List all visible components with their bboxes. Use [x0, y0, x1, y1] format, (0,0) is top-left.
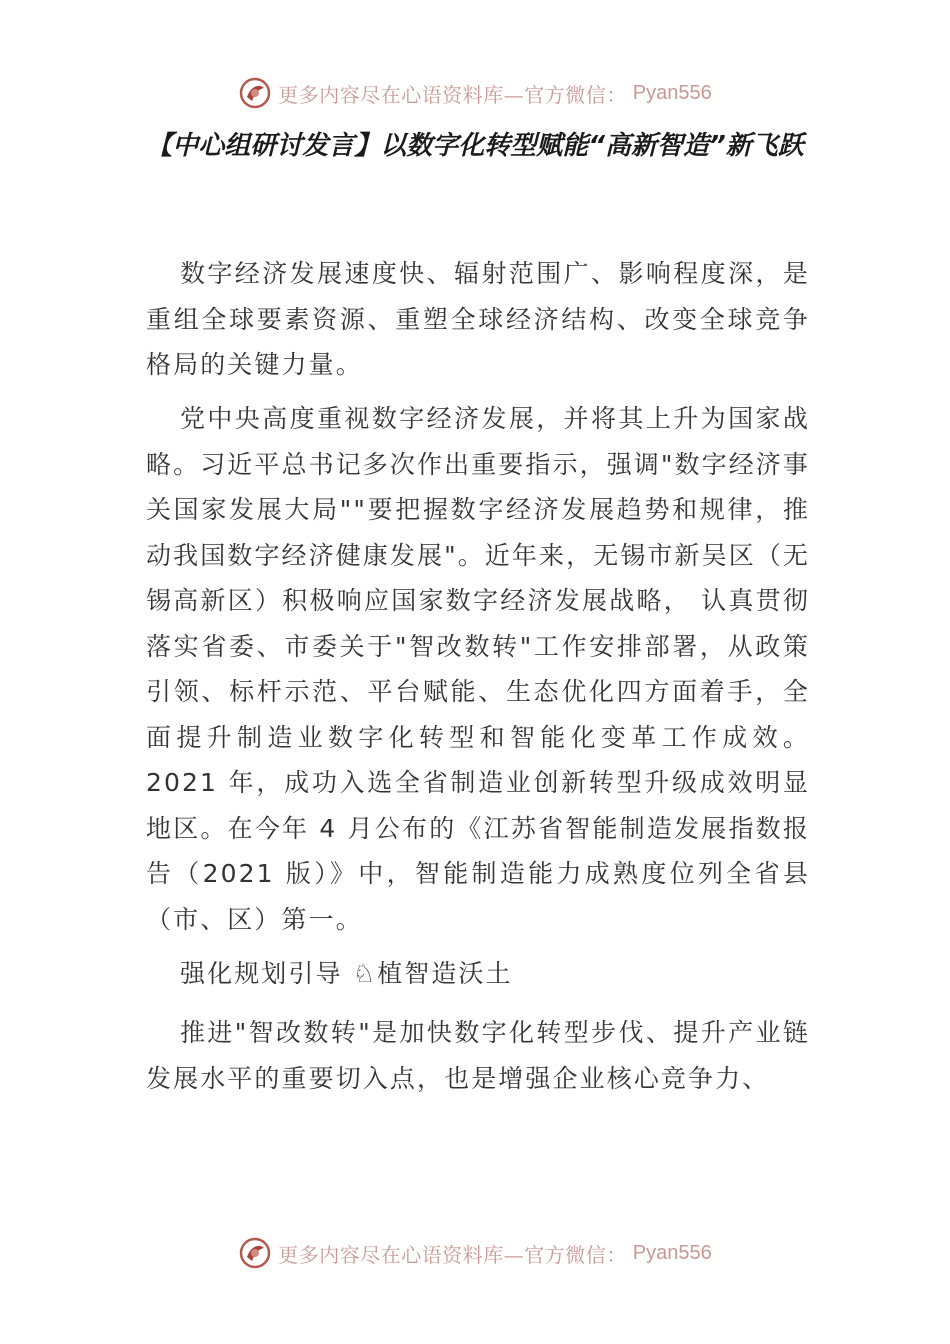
logo-icon [238, 1236, 272, 1270]
section-heading: 强化规划引导 ♘植智造沃土 [180, 959, 513, 988]
paragraph: 数字经济发展速度快、辐射范围广、影响程度深，是重组全球要素资源、重塑全球经济结构、改变全球竞争格局的关键力量。 [146, 259, 810, 379]
document-title: 【中心组研讨发言】以数字化转型赋能“高新智造”新飞跃 [146, 131, 804, 161]
watermark-footer [0, 1233, 950, 1273]
watermark-text: 更多内容尽在心语资料库—官方微信： [278, 1242, 627, 1267]
watermark-text: 更多内容尽在心语资料库—官方微信： [278, 82, 627, 107]
watermark-header [0, 73, 950, 113]
paragraph: 推进"智改数转"是加快数字化转型步伐、提升产业链发展水平的重要切入点，也是增强企业核心竞争力、 [146, 1018, 810, 1093]
watermark-wechat-id: Pyan556 [632, 1241, 712, 1264]
logo-icon [238, 76, 272, 110]
paragraph: 党中央高度重视数字经济发展，并将其上升为国家战略。习近平总书记多次作出重要指示，强调"数字经济事关国家发展大局""要把握数字经济发展趋势和规律，推动我国数字经济健康发展"。近年来，无锡市新吴区（无锡高新区）积极响应国家数字经济发展战略， 认真贯彻落实省委、市委关于"智改数转"工作安排部署，从政策引领、标杆示范、平台赋能、生态优化四方面着手，全面提升制造业数字化转型和智能化变革工作成效。2021 年，成功入选全省制造业创新转型升级成效明显地区。在今年 4 月公布的《江苏省智能制造发展指数报告（2021 版）》中，智能制造能力成熟度位列全省县（市、区）第一。 [146, 404, 811, 934]
watermark-wechat-id: Pyan556 [632, 81, 712, 104]
